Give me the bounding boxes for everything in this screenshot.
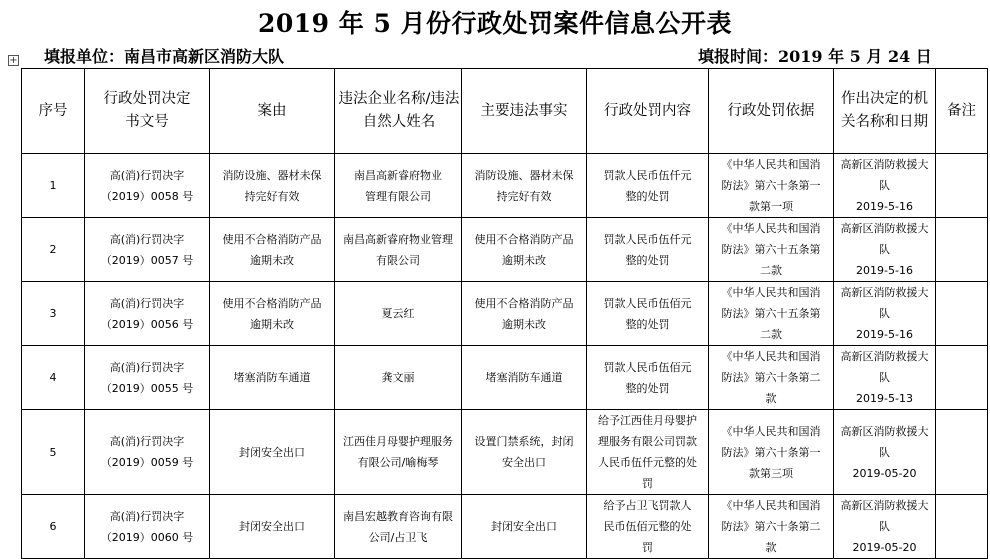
- col-header-authority: 作出决定的机关名称和日期: [834, 69, 936, 154]
- cell-basis: 《中华人民共和国消防法》第六十条第二款: [709, 495, 834, 559]
- cell-doc: 高(消)行罚决字（2019）0058 号: [85, 154, 210, 218]
- cell-basis: 《中华人民共和国消防法》第六十条第一款第一项: [709, 154, 834, 218]
- authority-name: 高新区消防救援大队: [840, 286, 929, 320]
- cell-note: [936, 410, 988, 495]
- cell-party: 夏云红: [335, 282, 462, 346]
- cell-cause: 封闭安全出口: [210, 410, 335, 495]
- cell-no: 3: [22, 282, 85, 346]
- cell-facts: 堵塞消防车通道: [462, 346, 587, 410]
- decision-date: 2019-5-16: [856, 200, 913, 213]
- cell-facts: 使用不合格消防产品逾期未改: [462, 218, 587, 282]
- cell-party: 南昌宏越教育咨询有限公司/占卫飞: [335, 495, 462, 559]
- cell-facts: 使用不合格消防产品逾期未改: [462, 282, 587, 346]
- col-header-no: 序号: [22, 69, 85, 154]
- table-row: [22, 154, 988, 218]
- cell-party: 南昌高新睿府物业管理有限公司: [335, 154, 462, 218]
- cell-doc: 高(消)行罚决字（2019）0060 号: [85, 495, 210, 559]
- cell-doc: 高(消)行罚决字（2019）0056 号: [85, 282, 210, 346]
- authority-name: 高新区消防救援大队: [840, 158, 929, 192]
- cell-party: 龚文丽: [335, 346, 462, 410]
- cell-note: [936, 218, 988, 282]
- table-row: [22, 410, 988, 495]
- authority-name: 高新区消防救援大队: [840, 499, 929, 533]
- cell-facts: 封闭安全出口: [462, 495, 587, 559]
- cell-penalty: 罚款人民币伍佰元整的处罚: [587, 282, 709, 346]
- table-row: [22, 346, 988, 410]
- cell-no: 2: [22, 218, 85, 282]
- cell-penalty: 给予占卫飞罚款人民币伍佰元整的处罚: [587, 495, 709, 559]
- col-header-doc: 行政处罚决定书文号: [85, 69, 210, 154]
- col-header-note: 备注: [936, 69, 988, 154]
- cell-cause: 使用不合格消防产品逾期未改: [210, 218, 335, 282]
- cell-facts: 设置门禁系统，封闭安全出口: [462, 410, 587, 495]
- decision-date: 2019-5-16: [856, 328, 913, 341]
- col-header-basis: 行政处罚依据: [709, 69, 834, 154]
- penalty-table: [21, 68, 988, 559]
- decision-date: 2019-05-20: [852, 466, 917, 480]
- authority-name: 高新区消防救援大队: [840, 350, 929, 384]
- cell-note: [936, 154, 988, 218]
- cell-authority: [834, 154, 936, 218]
- cell-note: [936, 282, 988, 346]
- cell-penalty: 给予江西佳月母婴护理服务有限公司罚款人民币伍仟元整的处罚: [587, 410, 709, 495]
- cell-penalty: 罚款人民币伍仟元整的处罚: [587, 154, 709, 218]
- cell-penalty: 罚款人民币伍仟元整的处罚: [587, 218, 709, 282]
- col-header-penalty: 行政处罚内容: [587, 69, 709, 154]
- cell-cause: 使用不合格消防产品逾期未改: [210, 282, 335, 346]
- cell-no: 5: [22, 410, 85, 495]
- decision-date: 2019-5-13: [856, 392, 913, 405]
- table-row: [22, 218, 988, 282]
- cell-party: 江西佳月母婴护理服务有限公司/喻梅琴: [335, 410, 462, 495]
- cell-party: 南昌高新睿府物业管理有限公司: [335, 218, 462, 282]
- cell-cause: 堵塞消防车通道: [210, 346, 335, 410]
- cell-basis: 《中华人民共和国消防法》第六十五条第二款: [709, 218, 834, 282]
- col-header-party: 违法企业名称/违法自然人姓名: [335, 69, 462, 154]
- decision-date: 2019-5-16: [856, 264, 913, 277]
- cell-authority: [834, 410, 936, 495]
- cell-doc: 高(消)行罚决字（2019）0057 号: [85, 218, 210, 282]
- authority-name: 高新区消防救援大队: [840, 222, 929, 256]
- cell-basis: 《中华人民共和国消防法》第六十条第二款: [709, 346, 834, 410]
- cell-no: 4: [22, 346, 85, 410]
- decision-date: 2019-05-20: [852, 541, 917, 554]
- table-move-handle-icon[interactable]: +: [9, 55, 18, 66]
- cell-penalty: 罚款人民币伍佰元整的处罚: [587, 346, 709, 410]
- cell-no: 6: [22, 495, 85, 559]
- col-header-facts: 主要违法事实: [462, 69, 587, 154]
- col-header-cause: 案由: [210, 69, 335, 154]
- cell-basis: 《中华人民共和国消防法》第六十五条第二款: [709, 282, 834, 346]
- reporting-time: 填报时间：2019 年 5 月 24 日: [698, 47, 932, 66]
- reporting-unit: 填报单位：南昌市高新区消防大队: [44, 47, 285, 66]
- cell-authority: [834, 346, 936, 410]
- cell-note: [936, 346, 988, 410]
- authority-name: 高新区消防救援大队: [840, 424, 929, 459]
- cell-authority: [834, 282, 936, 346]
- page-title: 2019 年 5 月份行政处罚案件信息公开表: [257, 9, 733, 38]
- cell-basis: 《中华人民共和国消防法》第六十条第一款第三项: [709, 410, 834, 495]
- cell-cause: 消防设施、器材未保持完好有效: [210, 154, 335, 218]
- table-row: [22, 282, 988, 346]
- cell-no: 1: [22, 154, 85, 218]
- cell-doc: 高(消)行罚决字（2019）0059 号: [85, 410, 210, 495]
- cell-doc: 高(消)行罚决字（2019）0055 号: [85, 346, 210, 410]
- cell-cause: 封闭安全出口: [210, 495, 335, 559]
- header-row: [22, 69, 988, 154]
- cell-facts: 消防设施、器材未保持完好有效: [462, 154, 587, 218]
- cell-authority: [834, 218, 936, 282]
